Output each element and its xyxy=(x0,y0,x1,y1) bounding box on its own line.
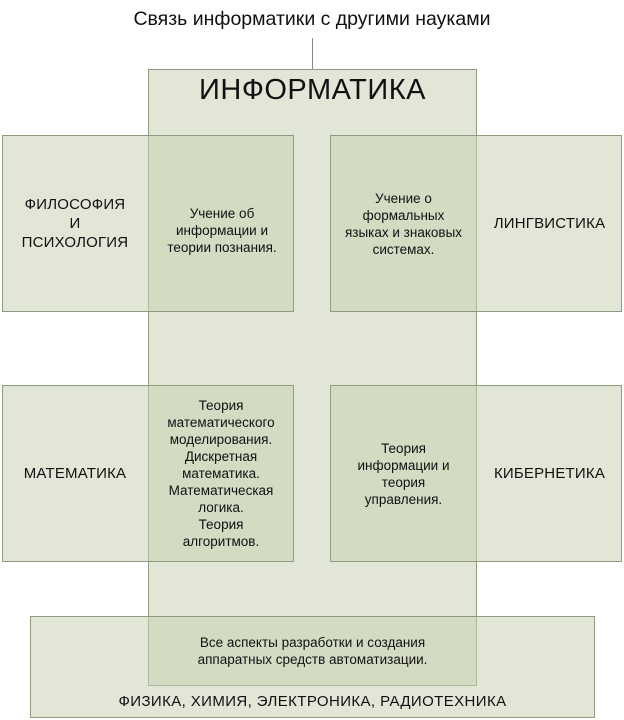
overlap-line: математика. xyxy=(182,466,260,481)
linguistics-label: ЛИНГВИСТИКА xyxy=(493,215,606,232)
physics-overlap-text xyxy=(148,616,477,686)
cybernetics-label: КИБЕРНЕТИКА xyxy=(493,465,606,482)
overlap-line: управления. xyxy=(364,491,443,507)
linguistics-overlap-text xyxy=(330,135,477,312)
philosophy-overlap-text xyxy=(150,135,294,325)
physics-label: ФИЗИКА, ХИМИЯ, ЭЛЕКТРОНИКА, РАДИОТЕХНИКА xyxy=(118,692,507,710)
overlap-line: Учение об xyxy=(189,205,255,221)
overlap-line: алгоритмов. xyxy=(182,534,260,549)
overlap-line: теории познания. xyxy=(167,239,277,255)
philosophy-label-line: ФИЛОСОФИЯ xyxy=(24,196,126,213)
overlap-line: Теория xyxy=(198,517,244,532)
mathematics-label: МАТЕМАТИКА xyxy=(23,465,127,482)
title-connector-line xyxy=(312,38,313,70)
overlap-line: Теория xyxy=(198,398,244,413)
overlap-line: информации и xyxy=(175,222,268,238)
overlap-line: информации и xyxy=(357,457,450,473)
mathematics-overlap-text xyxy=(148,385,294,562)
overlap-line: Теория xyxy=(381,440,426,456)
overlap-line: логика. xyxy=(198,500,244,515)
overlap-line: языках и знаковых xyxy=(344,224,463,240)
overlap-line: Математическая xyxy=(168,483,274,498)
philosophy-label-line: И xyxy=(69,215,81,232)
overlap-line: теория xyxy=(381,474,426,490)
overlap-line: Дискретная xyxy=(184,449,258,464)
philosophy-label xyxy=(2,135,148,312)
overlap-line: Учение о xyxy=(375,190,432,206)
overlap-line: моделирования. xyxy=(169,432,273,447)
overlap-line: формальных xyxy=(362,207,445,223)
cybernetics-overlap-text xyxy=(330,385,477,562)
informatics-label: ИНФОРМАТИКА xyxy=(199,73,426,106)
overlap-line: аппаратных средств автоматизации. xyxy=(197,652,428,667)
overlap-line: математического xyxy=(167,415,275,430)
philosophy-label-line: ПСИХОЛОГИЯ xyxy=(21,234,129,251)
overlap-line: Все аспекты разработки и создания xyxy=(199,635,426,650)
diagram-title: Связь информатики с другими науками xyxy=(133,8,491,30)
overlap-line: системах. xyxy=(372,241,435,257)
